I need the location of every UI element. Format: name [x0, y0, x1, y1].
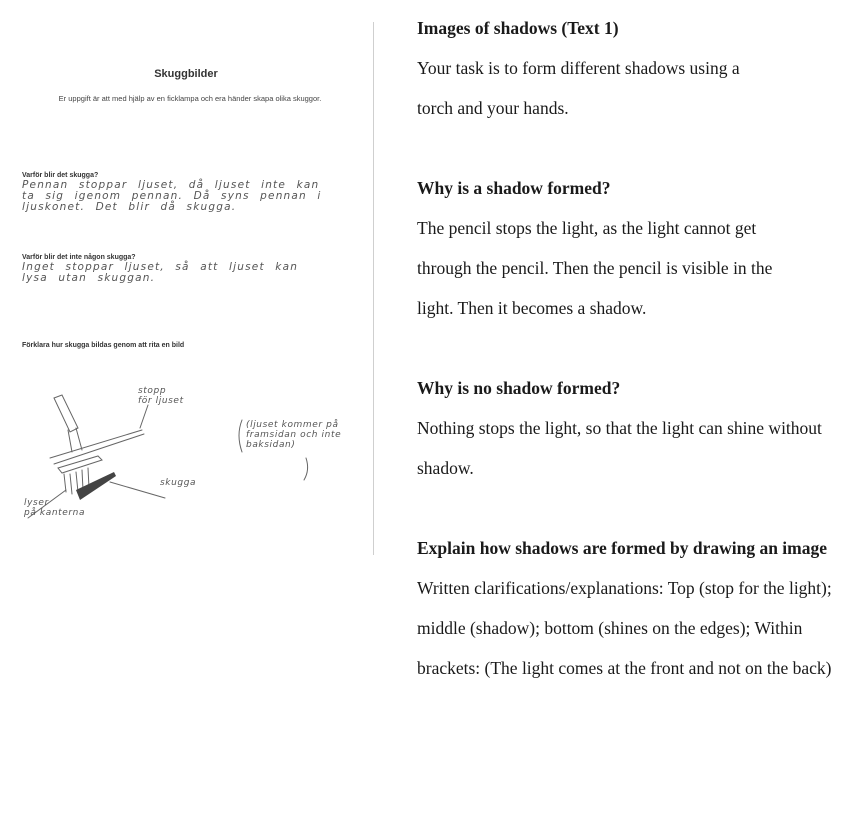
handwritten-answer-1	[22, 180, 367, 213]
section-heading-1: Why is a shadow formed?	[417, 178, 611, 198]
hand-drawing	[10, 380, 380, 540]
scanned-worksheet	[0, 0, 372, 560]
answer-line: Pennan stoppar ljuset, då ljuset inte kan	[22, 179, 320, 191]
label-bottom: lyser på kanterna	[24, 498, 86, 518]
worksheet-title: Skuggbilder	[154, 68, 218, 80]
answer-line: Inget stoppar ljuset, så att ljuset kan	[22, 261, 299, 273]
answer-line: ta sig igenom pennan. Då syns pennan i	[22, 190, 322, 202]
page-divider	[373, 22, 374, 555]
label-middle: skugga	[160, 478, 197, 488]
worksheet-question-2: Varför blir det inte någon skugga?	[22, 254, 136, 261]
section-heading-3: Explain how shadows are formed by drawing an image	[417, 538, 828, 558]
answer-line: lysa utan skuggan.	[22, 272, 156, 284]
label-top: stopp för ljuset	[138, 386, 184, 406]
label-bracket: (ljuset kommer på framsidan och inte baksidan)	[246, 420, 342, 450]
section-body-1: The pencil stops the light, as the light cannot get through the pencil. Then the pencil is visible in the light. Then it becomes a shadow.	[417, 218, 773, 318]
translation-text	[417, 8, 837, 728]
worksheet-question-3: Förklara hur skugga bildas genom att rita en bild	[22, 342, 185, 349]
worksheet-question-1: Varför blir det skugga?	[22, 172, 99, 179]
section-heading-2: Why is no shadow formed?	[417, 378, 621, 398]
worksheet-intro: Er uppgift är att med hjälp av en ficklampa och era händer skapa olika skuggor.	[58, 94, 322, 103]
section-body-3: Written clarifications/explanations: Top (stop for the light); middle (shadow); bottom (shines on the edges); Within brackets: (The light comes at the front and not on the back)	[417, 578, 832, 678]
section-body-2: Nothing stops the light, so that the light can shine without shadow.	[417, 418, 822, 478]
answer-line: ljuskonet. Det blir då skugga.	[22, 201, 237, 213]
translation-intro: Your task is to form different shadows using a torch and your hands.	[417, 58, 740, 118]
translation-title: Images of shadows (Text 1)	[417, 18, 619, 38]
handwritten-answer-2	[22, 262, 367, 284]
